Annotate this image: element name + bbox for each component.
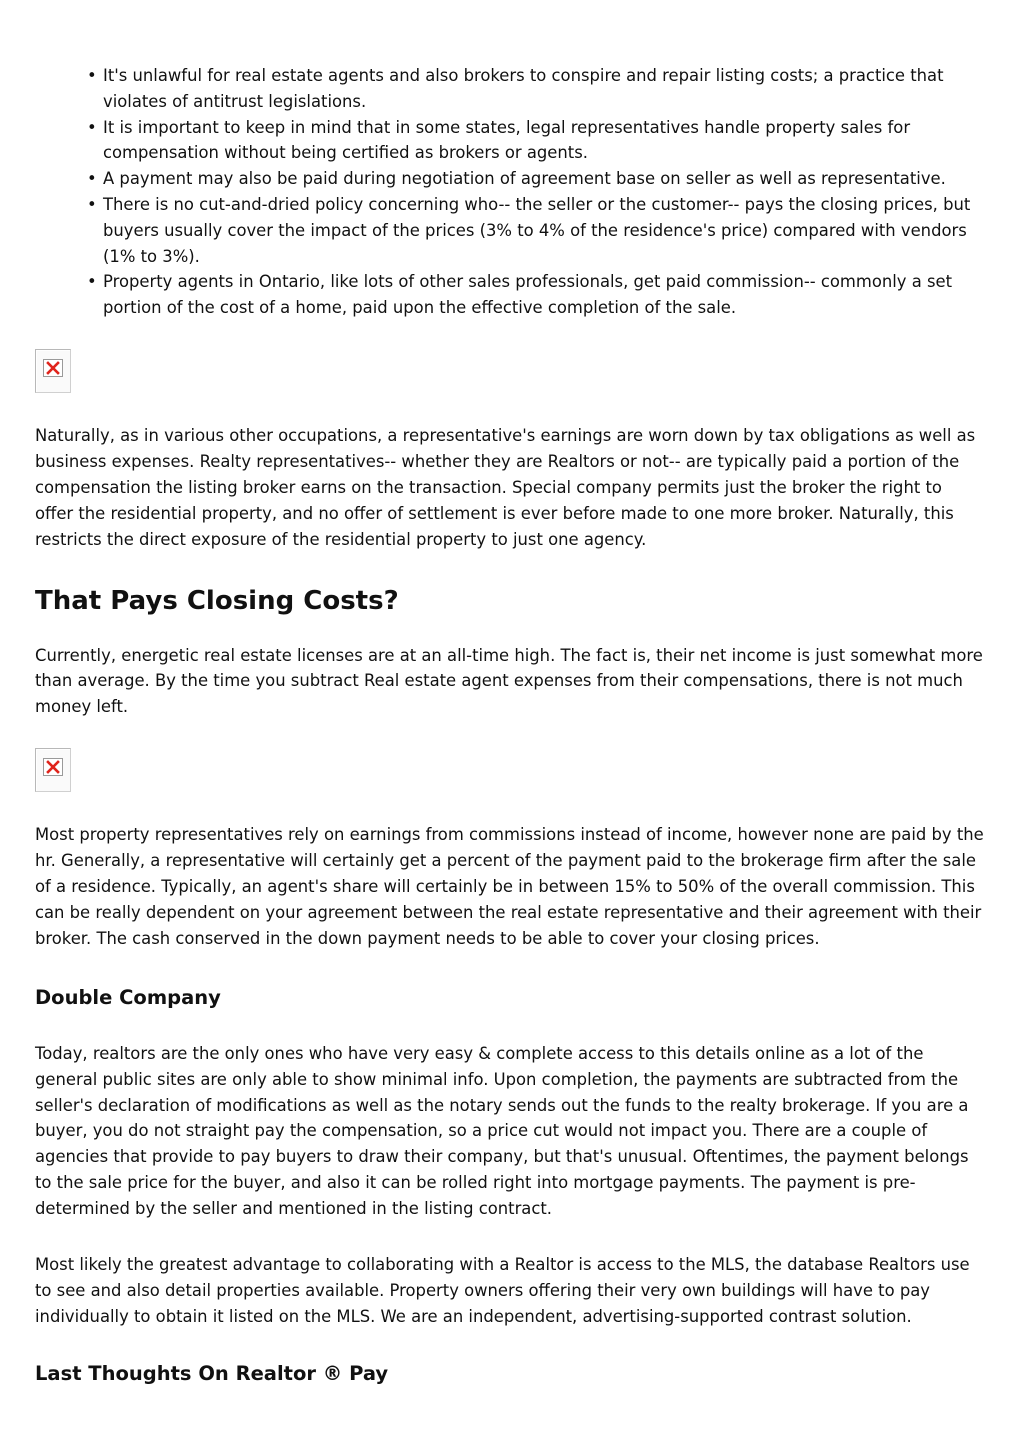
paragraph: Most likely the greatest advantage to collaborating with a Realtor is access to the MLS, the database Realtors use to see and also detail properties available. Property owners offering their very own buildings will have to pay individually to obtain it listed on the MLS. We are an independent, advertising-supported contrast solution. (35, 1255, 970, 1326)
subsection-heading: Double Company (35, 985, 221, 1009)
paragraph: Naturally, as in various other occupations, a representative's earnings are worn down by tax obligations as well as business expenses. Realty representatives-- whether they are Realtors or not-- are typically paid a portion of the compensation the listing broker earns on the transaction. Special company permits just the broker the right to offer the residential property, and no offer of settlement is ever before made to one more broker. Naturally, this restricts the direct exposure of the residential property to just one agency. (35, 425, 976, 549)
article-body (35, 63, 985, 1387)
broken-image-icon (35, 748, 71, 792)
paragraph: Currently, energetic real estate licenses are at an all-time high. The fact is, their net income is just somewhat more than average. By the time you subtract Real estate agent expenses from their compensations, there is not much money left. (35, 645, 983, 717)
close-icon (46, 361, 60, 375)
list-item: • It is important to keep in mind that in some states, legal representatives handle property sales for compensation without being certified as brokers or agents. (103, 115, 985, 167)
paragraph: Most property representatives rely on earnings from commissions instead of income, however none are paid by the hr. Generally, a representative will certainly get a percent of the payment paid to the brokerage firm after the sale of a residence. Typically, an agent's share will certainly be in between 15% to 50% of the overall commission. This can be really dependent on your agreement between the real estate representative and their agreement with their broker. The cash conserved in the down payment needs to be able to cover your closing prices. (35, 825, 984, 948)
section-heading: That Pays Closing Costs? (35, 585, 399, 616)
broken-image-frame (43, 359, 63, 377)
close-icon (46, 760, 60, 774)
broken-image-icon (35, 349, 71, 393)
list-item: • There is no cut-and-dried policy concerning who-- the seller or the customer-- pays the closing prices, but buyers usually cover the impact of the prices (3% to 4% of the residence's price) compared with vendors (1% to 3%). (103, 192, 985, 269)
paragraph: Today, realtors are the only ones who have very easy & complete access to this details online as a lot of the general public sites are only able to show minimal info. Upon completion, the payments are subtracted from the seller's declaration of modifications as well as the notary sends out the funds to the realty brokerage. If you are a buyer, you do not straight pay the compensation, so a price cut would not impact you. There are a couple of agencies that provide to pay buyers to draw their company, but that's unusual. Oftentimes, the payment belongs to the sale price for the buyer, and also it can be rolled right into mortgage payments. The payment is pre-determined by the seller and mentioned in the listing contract. (35, 1043, 969, 1219)
broken-image-frame (43, 758, 63, 776)
bullet-list (35, 63, 985, 321)
list-item: • A payment may also be paid during negotiation of agreement base on seller as well as representative. (103, 166, 985, 192)
list-item: • It's unlawful for real estate agents and also brokers to conspire and repair listing costs; a practice that violates of antitrust legislations. (103, 63, 985, 115)
subsection-heading: Last Thoughts On Realtor ® Pay (35, 1361, 389, 1385)
list-item: • Property agents in Ontario, like lots of other sales professionals, get paid commission-- commonly a set portion of the cost of a home, paid upon the effective completion of the sale. (103, 269, 985, 321)
